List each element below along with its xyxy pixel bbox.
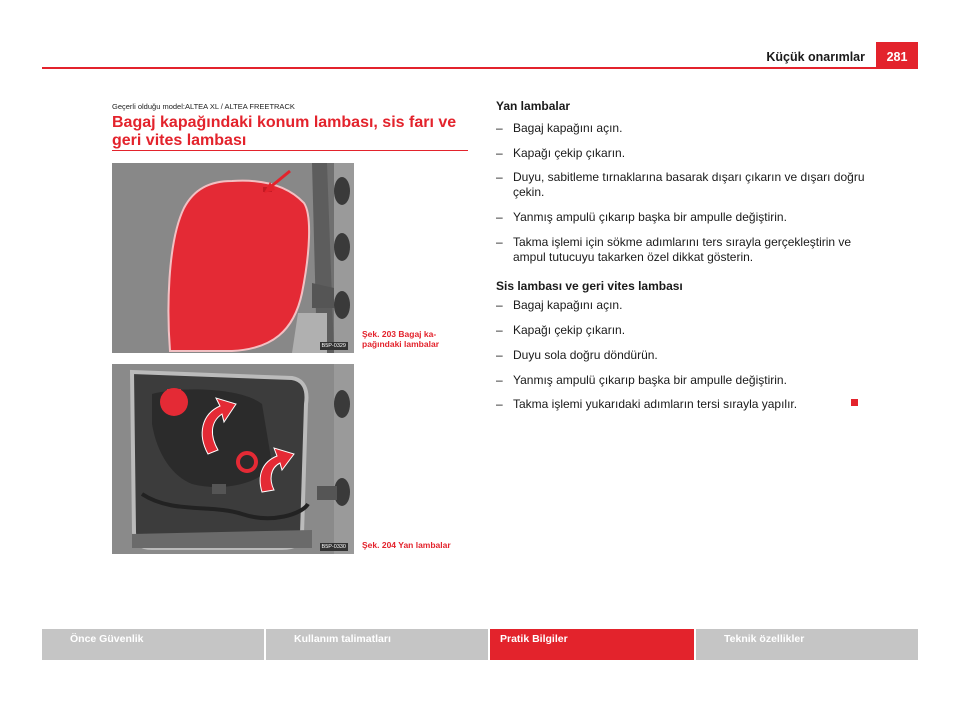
footer-tab-operating-instructions[interactable]: Kullanım talimatları [266,629,488,660]
end-of-section-marker [851,399,858,406]
list-item: – Duyu, sabitleme tırnaklarına basarak dışarı çıkarın ve dışarı doğru çekin. [496,170,865,199]
side-lamps-heading: Yan lambalar [496,99,571,113]
page-number: 281 [876,42,918,68]
section-title-rule [112,150,468,151]
fog-reverse-heading: Sis lambası ve geri vites lambası [496,279,683,293]
figure-code: B5P-0330 [321,544,346,550]
figure-203-image [112,163,354,353]
list-item: – Takma işlemi yukarıdaki adımların tersi sırayla yapılır. [496,397,798,411]
section-title: Bagaj kapağındaki konum lambası, sis farı ve geri vites lambası [112,114,457,149]
figure-203-caption: Şek. 203 Bagaj ka-pağındaki lambalar [362,329,439,349]
list-item: – Bagaj kapağını açın. [496,121,623,135]
figure-code: B5P-0329 [321,343,346,349]
header-rule [42,67,918,69]
chapter-title: Küçük onarımlar [766,50,865,64]
applies-to-note: Geçerli olduğu model:ALTEA XL / ALTEA FREETRACK [112,102,295,111]
list-item: – Kapağı çekip çıkarın. [496,146,626,160]
list-item: – Kapağı çekip çıkarın. [496,323,626,337]
list-item: – Bagaj kapağını açın. [496,298,623,312]
footer-tab-technical-data[interactable]: Teknik özellikler [696,629,918,660]
list-item: – Yanmış ampulü çıkarıp başka bir ampulle değiştirin. [496,373,787,387]
list-item: – Duyu sola doğru döndürün. [496,348,658,362]
list-item: – Takma işlemi için sökme adımlarını ters sırayla gerçekleştirin ve ampul tutucuyu takarken özel dikkat gösterin. [496,235,852,264]
footer-tab-safety[interactable]: Önce Güvenlik [42,629,264,660]
list-item: – Yanmış ampulü çıkarıp başka bir ampulle değiştirin. [496,210,787,224]
figure-204-caption: Şek. 204 Yan lambalar [362,540,451,550]
footer-tab-practical-tips[interactable]: Pratik Bilgiler [490,629,694,660]
figure-204-image [112,364,354,554]
footer-nav [42,629,918,660]
